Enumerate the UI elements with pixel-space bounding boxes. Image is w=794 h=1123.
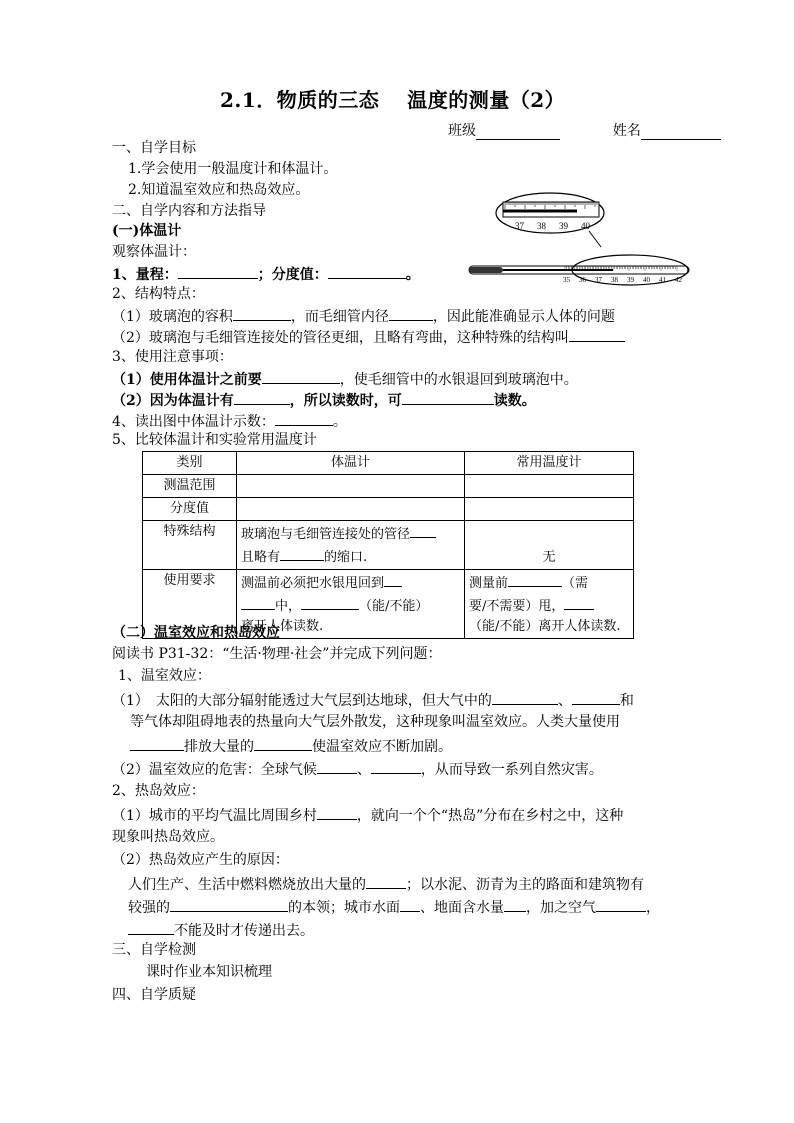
heat-island-2: （2）热岛效应产生的原因： bbox=[112, 852, 289, 868]
section-4-heading: 四、自学质疑 bbox=[112, 987, 196, 1003]
structure-name-blank[interactable] bbox=[569, 326, 625, 342]
tube-diameter-blank[interactable] bbox=[389, 305, 433, 321]
heat-island-3: 人们生产、生活中燃料燃烧放出大量的 ；以水泥、沥青为主的路面和建筑物有 bbox=[128, 873, 644, 895]
zoom-tick-label: 40 bbox=[581, 221, 590, 231]
reading-blank[interactable] bbox=[275, 410, 333, 426]
body-tick-label: 36 bbox=[579, 276, 586, 284]
special-cell-lab: 无 bbox=[465, 521, 634, 570]
before-use-blank[interactable] bbox=[262, 368, 340, 384]
question-5: 5、比较体温计和实验常用温度计 bbox=[112, 432, 317, 448]
section-3-item: 课时作业本知识梳理 bbox=[146, 964, 272, 980]
zoom-circle bbox=[496, 193, 604, 233]
greenhouse-1-cont: 等气体却阻碍地表的热量向大气层外散发，这种现象叫温室效应。人类大量使用 bbox=[130, 714, 620, 730]
table-row: 测温范围 bbox=[143, 475, 634, 498]
section-1-heading: 一、自学目标 bbox=[112, 140, 196, 156]
heat-island-heading: 2、热岛效应： bbox=[112, 783, 205, 799]
body-tick-label: 38 bbox=[611, 276, 618, 284]
body-tick-label: 35 bbox=[563, 276, 570, 284]
question-2-2: （2）玻璃泡与毛细管连接处的管径更细，且略有弯曲，这种特殊的结构叫 bbox=[112, 326, 625, 348]
header-category: 类别 bbox=[143, 452, 237, 475]
range-cell-lab[interactable] bbox=[465, 475, 634, 498]
table-row: 分度值 bbox=[143, 498, 634, 521]
body-tick-label: 37 bbox=[595, 276, 602, 284]
use-cell-clinical: 测温前必须把水银甩回到 中， （能/不能） 离开人体读数. bbox=[237, 570, 465, 639]
feature-blank[interactable] bbox=[234, 389, 290, 405]
body-tick-label: 42 bbox=[675, 276, 682, 284]
division-cell-clinical[interactable] bbox=[237, 498, 465, 521]
zoom-tick-label: 39 bbox=[559, 221, 568, 231]
subsection-greenhouse: （二）温室效应和热岛效应 bbox=[112, 625, 280, 641]
zoom-tick-label: 37 bbox=[515, 221, 524, 231]
observe-label: 观察体温计： bbox=[112, 244, 196, 260]
range-cell-clinical[interactable] bbox=[237, 475, 465, 498]
division-blank[interactable] bbox=[328, 263, 406, 279]
use-cell-lab: 测量前 （需 要/不需要）甩， （能/不能）离开人体读数. bbox=[465, 570, 634, 639]
goal-item-2: 2.知道温室效应和热岛效应。 bbox=[128, 182, 310, 198]
comparison-table bbox=[142, 451, 634, 639]
thermometer-figure bbox=[465, 187, 695, 287]
heat-island-1-cont: 现象叫热岛效应。 bbox=[112, 829, 224, 845]
greenhouse-2: （2）温室效应的危害：全球气候 、 ，从而导致一系列自然灾害。 bbox=[112, 758, 603, 780]
heat-island-5: 不能及时才传递出去。 bbox=[128, 919, 314, 941]
bulb-volume-blank[interactable] bbox=[233, 305, 291, 321]
greenhouse-1-cont2: 排放大量的 使温室效应不断加剧。 bbox=[130, 735, 452, 757]
question-1: 1、量程： ；分度值： 。 bbox=[112, 263, 420, 285]
section-2-heading: 二、自学内容和方法指导 bbox=[112, 203, 266, 219]
section-3-heading: 三、自学检测 bbox=[112, 942, 196, 958]
heat-island-4: 较强的 的本领；城市水面 、地面含水量 ，加之空气 ， bbox=[128, 896, 660, 918]
header-fields bbox=[448, 120, 721, 140]
table-header-row bbox=[143, 452, 634, 475]
class-blank[interactable] bbox=[476, 124, 560, 140]
page-title: 2.1．物质的三态 温度的测量（2） bbox=[220, 88, 566, 112]
question-3-2: （2）因为体温计有 ，所以读数时，可 读数。 bbox=[112, 389, 536, 411]
greenhouse-heading: 1、温室效应： bbox=[118, 668, 211, 684]
body-tick-label: 39 bbox=[627, 276, 634, 284]
question-2-1: （1）玻璃泡的容积 ，而毛细管内径 ，因此能准确显示人体的问题 bbox=[112, 305, 615, 327]
heat-island-1: （1）城市的平均气温比周围乡村 ，就向一个个“热岛”分布在乡村之中，这种 bbox=[112, 804, 623, 826]
table-row: 特殊结构 玻璃泡与毛细管连接处的管径 且略有 的缩口. 无 bbox=[143, 521, 634, 570]
name-label: 姓名 bbox=[612, 123, 641, 139]
question-3: 3、使用注意事项： bbox=[112, 349, 233, 365]
name-blank[interactable] bbox=[641, 124, 721, 140]
range-blank[interactable] bbox=[178, 263, 258, 279]
body-tick-label: 40 bbox=[643, 276, 650, 284]
reading-method-blank[interactable] bbox=[402, 389, 494, 405]
question-4: 4、读出图中体温计示数： 。 bbox=[112, 410, 347, 432]
question-2: 2、结构特点： bbox=[112, 286, 205, 302]
thermometer-body bbox=[469, 255, 689, 285]
division-cell-lab[interactable] bbox=[465, 498, 634, 521]
greenhouse-1: （1） 太阳的大部分辐射能透过大气层到达地球，但大气中的 、 和 bbox=[112, 689, 634, 711]
table-row: 使用要求 测温前必须把水银甩回到 中， （能/不能） 离开人体读数. 测量前 （需 要/不需要）甩， （能/不能）离开人体读数. bbox=[143, 570, 634, 639]
class-label: 班级 bbox=[448, 123, 476, 139]
subsection-thermometer: (一)体温计 bbox=[112, 223, 182, 239]
body-tick-label: 41 bbox=[659, 276, 666, 284]
zoom-tick-label: 38 bbox=[537, 221, 546, 231]
reading-instruction: 阅读书 P31-32：“生活·物理·社会”并完成下列问题： bbox=[112, 646, 442, 662]
header-clinical: 体温计 bbox=[237, 452, 465, 475]
goal-item-1: 1.学会使用一般温度计和体温计。 bbox=[128, 161, 338, 177]
question-3-1: （1）使用体温计之前要 ，使毛细管中的水银退回到玻璃泡中。 bbox=[112, 368, 578, 390]
special-cell-clinical: 玻璃泡与毛细管连接处的管径 且略有 的缩口. bbox=[237, 521, 465, 570]
header-lab: 常用温度计 bbox=[465, 452, 634, 475]
